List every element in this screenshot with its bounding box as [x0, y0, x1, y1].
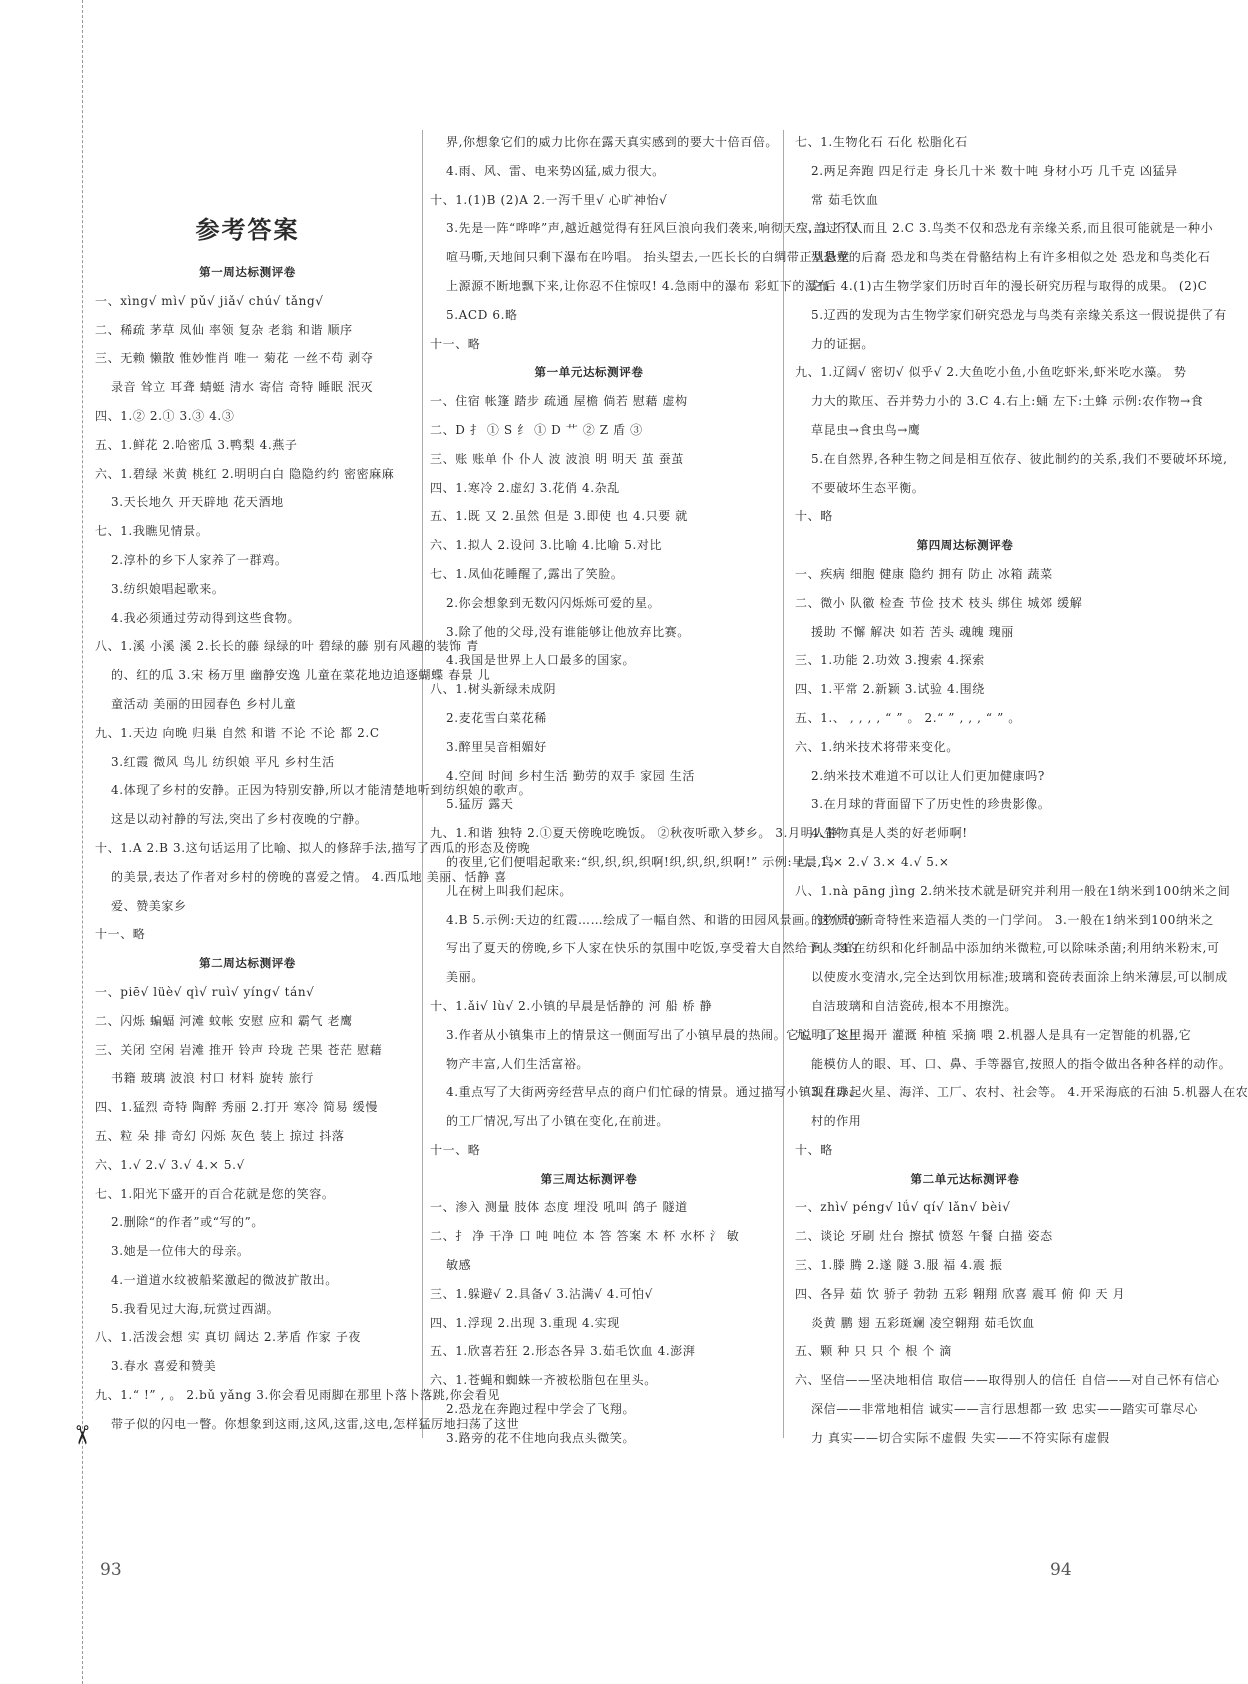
section-heading: 第二周达标测评卷: [199, 956, 296, 971]
answer-line: 一、piē√ lüè√ qì√ ruì√ yíng√ tán√: [95, 984, 315, 999]
answer-line: 七、1.我瞧见情景。: [95, 524, 209, 539]
answer-line: 四、1.猛烈 奇特 陶醉 秀丽 2.打开 寒冷 简易 缓慢: [95, 1100, 379, 1115]
answer-line: 5.在自然界,各种生物之间是相互依存、彼此制约的关系,我们不要破坏环境,: [811, 451, 1228, 466]
answer-line: 十、略: [795, 1142, 833, 1157]
answer-line: 敏感: [446, 1258, 472, 1273]
section-heading: 第一周达标测评卷: [199, 265, 296, 279]
answer-line: 带子似的闪电一瞥。你想象到这雨,这风,这雷,这电,怎样猛厉地扫荡了这世: [111, 1416, 520, 1431]
answer-line: 常 茹毛饮血: [811, 192, 879, 207]
answer-line: 4.我国是世界上人口最多的国家。: [446, 653, 636, 668]
answer-line: 五、1.欣喜若狂 2.形态各异 3.茹毛饮血 4.澎湃: [430, 1344, 696, 1359]
answer-line: 书籍 玻璃 波浪 村口 材料 旋转 旅行: [111, 1071, 314, 1086]
section-heading: 第二单元达标测评卷: [910, 1171, 1020, 1186]
section-heading: 第三周达标测评卷: [540, 1171, 638, 1186]
answer-line: 3.醉里吴音相媚好: [446, 739, 547, 754]
answer-line: 之后 4.(1)古生物学家们历时百年的漫长研究历程与取得的成果。 (2)C: [811, 278, 1208, 293]
answer-line: 六、1.苍蝇和蜘蛛一齐被松脂包在里头。: [430, 1373, 657, 1388]
answer-line: 二、D 扌 ① S 纟 ① D 艹 ② Z 盾 ③: [430, 422, 643, 437]
answer-line: 2.删除“的作者”或“写的”。: [111, 1215, 264, 1230]
answer-column-3: [795, 128, 1248, 1453]
answer-line: 4.一道道水纹被船桨激起的微波扩散出。: [111, 1272, 338, 1287]
page-number-left: 93: [100, 1560, 122, 1580]
answer-line: 力 真实——切合实际不虚假 失实——不符实际有虚假: [811, 1430, 1110, 1445]
answer-line: 3.春水 喜爱和赞美: [111, 1359, 217, 1374]
answer-line: 4.重点写了大街两旁经营早点的商户们忙碌的情景。通过描写小镇现在办起: [446, 1085, 862, 1100]
answer-line: 3.先是一阵“哗哗”声,越近越觉得有狂风巨浪向我们袭来,响彻天空,盖过了人: [446, 221, 864, 236]
answer-line: 一、住宿 帐篷 踏步 疏通 屋檐 倘若 慰藉 虚构: [430, 394, 688, 409]
answer-line: 爱、赞美家乡: [111, 898, 187, 913]
answer-line: 炎黄 鹏 翅 五彩斑斓 凌空翱翔 茹毛饮血: [811, 1315, 1035, 1330]
answer-line: 四、各异 茹 饮 骄子 勃勃 五彩 翱翔 欣喜 震耳 俯 仰 天 月: [795, 1286, 1126, 1301]
answer-line: 援助 不懈 解决 如若 苦头 魂魄 瑰丽: [811, 624, 1014, 639]
answer-line: 2.你会想象到无数闪闪烁烁可爱的星。: [446, 595, 661, 610]
answer-line: 十、1.(1)B (2)A 2.一泻千里√ 心旷神怡√: [430, 192, 668, 207]
answer-line: 十一、略: [430, 1142, 481, 1157]
column-divider: [783, 130, 784, 1438]
answer-line: 一、渗入 测量 肢体 态度 埋没 吼叫 鸽子 隧道: [430, 1200, 688, 1215]
answer-line: 自洁玻璃和自洁瓷砖,根本不用擦洗。: [811, 998, 1018, 1013]
answer-line: 录音 耸立 耳聋 蜻蜓 清水 寄信 奇特 睡眠 泯灭: [111, 380, 374, 395]
answer-line: 六、1.拟人 2.设问 3.比喻 4.比喻 5.对比: [430, 538, 663, 553]
answer-line: 三、1.滕 腾 2.遂 隧 3.服 福 4.震 振: [795, 1258, 1003, 1273]
answer-line: 五、粒 朵 排 奇幻 闪烁 灰色 装上 掠过 抖落: [95, 1128, 345, 1143]
answer-line: 力大的欺压、吞并势力小的 3.C 4.右上:蛹 左下:土蜂 示例:农作物→食: [811, 394, 1204, 409]
answer-line: 十、略: [795, 509, 833, 524]
answer-line: 十、1.A 2.B 3.这句话运用了比喻、拟人的修辞手法,描写了西瓜的形态及傍晚: [95, 840, 531, 855]
answer-line: 2.恐龙在奔跑过程中学会了飞翔。: [446, 1402, 636, 1417]
answer-line: 村的作用: [811, 1114, 862, 1129]
answer-line: 三、1.躲避√ 2.具备√ 3.沾满√ 4.可怕√: [430, 1286, 653, 1301]
answer-line: 一、xìng√ mì√ pǔ√ jiǎ√ chú√ tǎng√: [95, 293, 324, 308]
answer-line: 3.作者从小镇集市上的情景这一侧面写出了小镇早晨的热闹。它说明了这里: [446, 1027, 862, 1042]
section-heading: 第一单元达标测评卷: [534, 365, 644, 380]
answer-line: 十一、略: [430, 336, 481, 351]
answer-line: 2.淳朴的乡下人家养了一群鸡。: [111, 552, 288, 567]
answer-line: 六、1.碧绿 米黄 桃红 2.明明白白 隐隐约约 密密麻麻: [95, 466, 395, 481]
answer-line: 的夜里,它们便唱起歌来:“织,织,织,织啊!织,织,织,织啊!” 示例:早晨,鸟: [446, 854, 835, 869]
answer-line: 四、1.平常 2.新颖 3.试验 4.围绕: [795, 682, 985, 697]
answer-line: 童活动 美丽的田园春色 乡村儿童: [111, 696, 297, 711]
answer-line: 5.我看见过大海,玩赏过西湖。: [111, 1301, 280, 1316]
answer-line: 三、无赖 懒散 惟妙惟肖 唯一 菊花 一丝不苟 剥夺: [95, 351, 374, 366]
answer-line: 四、1.② 2.① 3.③ 4.③: [95, 408, 235, 423]
answer-line: 的物质的新奇特性来造福人类的一门学问。 3.一般在1纳米到100纳米之: [811, 912, 1214, 927]
answer-line: 二、稀疏 茅草 凤仙 率领 复杂 老翁 和谐 顺序: [95, 322, 353, 337]
answer-line: 3.路旁的花不住地向我点头微笑。: [446, 1430, 636, 1445]
answer-line: 儿在树上叫我们起床。: [446, 883, 573, 898]
answer-line: 五、1.既 又 2.虽然 但是 3.即使 也 4.只要 就: [430, 509, 688, 524]
answer-line: 4.体现了乡村的安静。正因为特别安静,所以才能清楚地听到纺织娘的歌声。: [111, 783, 532, 798]
page-title: 参考答案: [195, 215, 300, 244]
answer-line: 型恐龙的后裔 恐龙和鸟类在骨骼结构上有许多相似之处 恐龙和鸟类化石: [811, 250, 1211, 265]
answer-line: 二、谈论 牙刷 灶台 擦拭 愤怒 午餐 白描 姿态: [795, 1229, 1053, 1244]
answer-line: 六、1.√ 2.√ 3.√ 4.× 5.√: [95, 1157, 245, 1172]
answer-line: 5.猛厉 露天: [446, 797, 514, 812]
answer-line: 4.生物真是人类的好老师啊!: [811, 826, 968, 841]
answer-line: 九、1.和谐 独特 2.①夏天傍晚吃晚饭。 ②秋夜听歌入梦乡。 3.月明人静: [430, 826, 839, 841]
answer-line: 写出了夏天的傍晚,乡下人家在快乐的氛围中吃饭,享受着大自然给予人类的: [446, 941, 859, 956]
answer-line: 八、1.活泼会想 实 真切 阔达 2.茅盾 作家 子夜: [95, 1330, 361, 1345]
answer-line: 3.在月球的背面留下了历史性的珍贵影像。: [811, 797, 1051, 812]
answer-line: 3.纺织娘唱起歌来。: [111, 581, 225, 596]
answer-line: 3.月球、火星、海洋、工厂、农村、社会等。 4.开采海底的石油 5.机器人在农: [811, 1085, 1248, 1100]
answer-line: 一、zhì√ péng√ lǘ√ qí√ lǎn√ bèi√: [795, 1200, 1011, 1215]
answer-line: 深信——非常地相信 诚实——言行思想都一致 忠实——踏实可靠尽心: [811, 1402, 1198, 1417]
answer-line: 美丽。: [446, 970, 484, 985]
answer-line: 4.雨、风、雷、电来势凶猛,威力很大。: [446, 163, 665, 178]
answer-line: 二、闪烁 蝙蝠 河滩 蚊帐 安慰 应和 霸气 老鹰: [95, 1013, 353, 1028]
answer-line: 十一、略: [95, 927, 146, 942]
answer-line: 九、1.飞上 揭开 灌溉 种植 采摘 喂 2.机器人是具有一定智能的机器,它: [795, 1027, 1192, 1042]
answer-line: 三、账 账单 仆 仆人 波 波浪 明 明天 茧 蚕茧: [430, 451, 684, 466]
answer-line: 四、1.浮现 2.出现 3.重现 4.实现: [430, 1315, 620, 1330]
answer-line: 七、1.阳光下盛开的百合花就是您的笑容。: [95, 1186, 335, 1201]
answer-line: 2.纳米技术难道不可以让人们更加健康吗?: [811, 768, 1045, 783]
answer-line: 三、关闭 空闲 岩滩 推开 铃声 玲珑 芒果 苍茫 慰藉: [95, 1042, 383, 1057]
answer-line: 十、1.ǎi√ lù√ 2.小镇的早晨是恬静的 河 船 桥 静: [430, 998, 713, 1013]
scissors-icon: ✂: [65, 1424, 96, 1446]
answer-line: 的工厂情况,写出了小镇在变化,在前进。: [446, 1114, 670, 1129]
answer-line: 这是以动衬静的写法,突出了乡村夜晚的宁静。: [111, 812, 368, 827]
answer-line: 物产丰富,人们生活富裕。: [446, 1056, 590, 1071]
answer-line: 3.她是一位伟大的母亲。: [111, 1244, 250, 1259]
answer-line: 五、1.、 , , , , “ ” 。 2.“ ” , , , “ ” 。: [795, 710, 1021, 725]
answer-line: 九、1.辽阔√ 密切√ 似乎√ 2.大鱼吃小鱼,小鱼吃虾米,虾米吃水藻。 势: [795, 365, 1187, 380]
answer-line: 5.ACD 6.略: [446, 307, 518, 322]
answer-line: 3.除了他的父母,没有谁能够让他放弃比赛。: [446, 624, 690, 639]
page-number-right: 94: [1050, 1560, 1072, 1580]
answer-line: 的、红的瓜 3.宋 杨万里 幽静安逸 儿童在菜花地边追逐蝴蝶 春景 儿: [111, 668, 491, 683]
answer-line: 八、1.nà pāng jìng 2.纳米技术就是研究并利用一般在1纳米到100纳米之间: [795, 883, 1231, 898]
answer-line: 喧马嘶,天地间只剩下瀑布在吟唱。 抬头望去,一匹长长的白绸带正从悬壁: [446, 250, 850, 265]
answer-line: 九、1.天边 向晚 归巢 自然 和谐 不论 不论 都 2.C: [95, 725, 380, 740]
answer-line: 2.麦花雪白菜花稀: [446, 710, 547, 725]
answer-line: 八、1.树头新绿未成阴: [430, 682, 557, 697]
answer-line: 间。 4.在纺织和化纤制品中添加纳米微粒,可以除味杀菌;利用纳米粉末,可: [811, 941, 1220, 956]
answer-line: 五、颗 种 只 只 个 根 个 滴: [795, 1344, 952, 1359]
answer-line: 3.天长地久 开天辟地 花天酒地: [111, 495, 284, 510]
answer-line: 八、1.不仅 而且 2.C 3.鸟类不仅和恐龙有亲缘关系,而且很可能就是一种小: [795, 221, 1214, 236]
answer-line: 五、1.鲜花 2.哈密瓜 3.鸭梨 4.燕子: [95, 437, 298, 452]
answer-line: 二、微小 队徽 检查 节俭 技术 枝头 绑住 城郊 缓解: [795, 595, 1083, 610]
answer-line: 四、1.寒冷 2.虚幻 3.花俏 4.杂乱: [430, 480, 620, 495]
answer-line: 七、1.凤仙花睡醒了,露出了笑脸。: [430, 566, 624, 581]
answer-line: 界,你想象它们的威力比你在露天真实感到的要大十倍百倍。: [446, 135, 779, 149]
answer-line: 上源源不断地飘下来,让你忍不住惊叹! 4.急雨中的瀑布 彩虹下的瀑布: [446, 278, 831, 293]
answer-line: 力的证据。: [811, 336, 875, 351]
answer-line: 一、疾病 细胞 健康 隐约 拥有 防止 冰箱 蔬菜: [795, 566, 1053, 581]
answer-line: 2.两足奔跑 四足行走 身长几十米 数十吨 身材小巧 几千克 凶猛异: [811, 163, 1178, 178]
answer-line: 以使废水变清水,完全达到饮用标准;玻璃和瓷砖表面涂上纳米薄层,可以制成: [811, 970, 1228, 985]
answer-line: 能模仿人的眼、耳、口、鼻、手等器官,按照人的指令做出各种各样的动作。: [811, 1056, 1232, 1071]
answer-line: 不要破坏生态平衡。: [811, 480, 925, 495]
answer-line: 5.辽西的发现为古生物学家们研究恐龙与鸟类有亲缘关系这一假说提供了有: [811, 307, 1227, 322]
answer-line: 草昆虫→食虫鸟→鹰: [811, 422, 921, 437]
answer-line: 六、1.纳米技术将带来变化。: [795, 739, 959, 754]
answer-line: 七、1.× 2.√ 3.× 4.√ 5.×: [795, 854, 950, 869]
answer-line: 3.红霞 微风 鸟儿 纺织娘 平凡 乡村生活: [111, 754, 335, 769]
answer-line: 的美景,表达了作者对乡村的傍晚的喜爱之情。 4.西瓜地 美丽、恬静 喜: [111, 869, 507, 884]
section-heading: 第四周达标测评卷: [916, 538, 1014, 553]
answer-line: 八、1.溪 小溪 溪 2.长长的藤 绿绿的叶 碧绿的藤 别有风趣的装饰 青: [95, 639, 479, 654]
answer-line: 二、扌 净 干净 口 吨 吨位 本 答 答案 木 杯 水杯 氵 敏: [430, 1229, 740, 1244]
answer-line: 三、1.功能 2.功效 3.搜索 4.探索: [795, 653, 985, 668]
answer-line: 4.我必须通过劳动得到这些食物。: [111, 610, 301, 625]
answer-line: 4.B 5.示例:天边的红霞……绘成了一幅自然、和谐的田园风景画。这个句子: [446, 912, 868, 927]
answer-line: 九、1.“ !” , 。 2.bǔ yǎng 3.你会看见雨脚在那里卜落卜落跳,你会看见: [95, 1388, 501, 1403]
answer-line: 4.空间 时间 乡村生活 勤劳的双手 家园 生活: [446, 768, 695, 783]
answer-line: 七、1.生物化石 石化 松脂化石: [795, 135, 968, 149]
answer-line: 六、坚信——坚决地相信 取信——取得别人的信任 自信——对自己怀有信心: [795, 1373, 1220, 1388]
